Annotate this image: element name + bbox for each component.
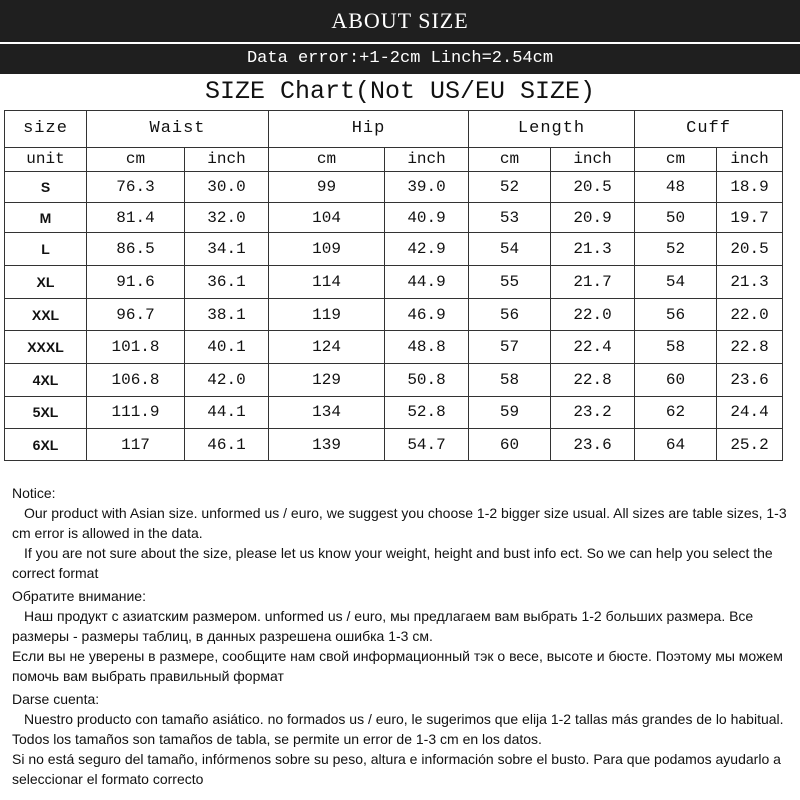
hip-inch-cell: 40.9 [385, 202, 469, 233]
hip-inch-cell: 54.7 [385, 429, 469, 461]
waist-cm-cell: 101.8 [87, 331, 185, 364]
cuff-inch-cell: 23.6 [717, 364, 783, 397]
waist-inch-cell: 42.0 [185, 364, 269, 397]
length-cm-cell: 57 [469, 331, 551, 364]
table-row [5, 202, 783, 233]
size-cell: M [5, 202, 87, 233]
length-cm-cell: 56 [469, 298, 551, 331]
hip-inch-cell: 46.9 [385, 298, 469, 331]
table-row [5, 298, 783, 331]
waist-cm-cell: 76.3 [87, 172, 185, 203]
cuff-inch-cell: 25.2 [717, 429, 783, 461]
length-cm-cell: 54 [469, 233, 551, 266]
waist-cm-cell: 91.6 [87, 266, 185, 299]
size-cell: XXXL [5, 331, 87, 364]
cuff-cm-cell: 50 [635, 202, 717, 233]
hip-cm-cell: 104 [269, 202, 385, 233]
unit-label: unit [5, 147, 87, 171]
notice-heading-en: Notice: [12, 485, 56, 501]
hip-cm-cell: 134 [269, 396, 385, 429]
waist-cm-cell: 86.5 [87, 233, 185, 266]
size-table [4, 110, 783, 461]
length-inch-cell: 22.8 [551, 364, 635, 397]
cuff-cm-cell: 60 [635, 364, 717, 397]
length-cm-cell: 53 [469, 202, 551, 233]
unit-inch: inch [551, 147, 635, 171]
column-header-cuff: Cuff [635, 111, 783, 148]
notice-text-en-2: If you are not sure about the size, please let us know your weight, height and bust info ect. So we can help you select the correct format [12, 545, 773, 581]
size-cell: L [5, 233, 87, 266]
waist-cm-cell: 117 [87, 429, 185, 461]
hip-cm-cell: 109 [269, 233, 385, 266]
hip-inch-cell: 39.0 [385, 172, 469, 203]
size-cell: 6XL [5, 429, 87, 461]
column-header-hip: Hip [269, 111, 469, 148]
cuff-cm-cell: 54 [635, 266, 717, 299]
cuff-inch-cell: 21.3 [717, 266, 783, 299]
length-cm-cell: 52 [469, 172, 551, 203]
notice-text-es-2: Si no está seguro del tamaño, infórmenos sobre su peso, altura e información sobre el busto. Para que podamos ayudarlo a seleccionar el formato correcto [12, 751, 781, 787]
column-header-waist: Waist [87, 111, 269, 148]
unit-inch: inch [185, 147, 269, 171]
hip-inch-cell: 42.9 [385, 233, 469, 266]
size-cell: XXL [5, 298, 87, 331]
waist-cm-cell: 81.4 [87, 202, 185, 233]
waist-inch-cell: 38.1 [185, 298, 269, 331]
cuff-inch-cell: 24.4 [717, 396, 783, 429]
length-inch-cell: 23.6 [551, 429, 635, 461]
table-unit-row [5, 147, 783, 171]
hip-cm-cell: 129 [269, 364, 385, 397]
size-cell: 4XL [5, 364, 87, 397]
waist-inch-cell: 34.1 [185, 233, 269, 266]
unit-inch: inch [385, 147, 469, 171]
waist-cm-cell: 96.7 [87, 298, 185, 331]
unit-cm: cm [87, 147, 185, 171]
unit-cm: cm [269, 147, 385, 171]
waist-inch-cell: 40.1 [185, 331, 269, 364]
waist-inch-cell: 44.1 [185, 396, 269, 429]
hip-cm-cell: 99 [269, 172, 385, 203]
length-inch-cell: 20.9 [551, 202, 635, 233]
table-row [5, 364, 783, 397]
cuff-cm-cell: 56 [635, 298, 717, 331]
table-row [5, 266, 783, 299]
cuff-inch-cell: 22.8 [717, 331, 783, 364]
table-row [5, 172, 783, 203]
table-row [5, 429, 783, 461]
notice-text-ru-2: Если вы не уверены в размере, сообщите нам свой информационный тэк о весе, высоте и бюсте. Поэтому мы можем помочь вам выбрать правильный формат [12, 648, 783, 684]
notice-text-es-1: Nuestro producto con tamaño asiático. no formados us / euro, le sugerimos que elija 1-2 tallas más grandes de lo habitual. Todos los tamaños son tamaños de tabla, se permite un error de 1-3 cm en los datos. [12, 711, 784, 747]
table-header-row [5, 111, 783, 148]
length-cm-cell: 59 [469, 396, 551, 429]
cuff-inch-cell: 20.5 [717, 233, 783, 266]
length-cm-cell: 58 [469, 364, 551, 397]
hip-inch-cell: 50.8 [385, 364, 469, 397]
unit-cm: cm [469, 147, 551, 171]
page-title: ABOUT SIZE [0, 0, 800, 42]
notice-heading-es: Darse cuenta: [12, 691, 100, 707]
cuff-inch-cell: 22.0 [717, 298, 783, 331]
waist-inch-cell: 32.0 [185, 202, 269, 233]
hip-inch-cell: 44.9 [385, 266, 469, 299]
hip-cm-cell: 139 [269, 429, 385, 461]
length-inch-cell: 20.5 [551, 172, 635, 203]
cuff-cm-cell: 52 [635, 233, 717, 266]
hip-inch-cell: 52.8 [385, 396, 469, 429]
waist-cm-cell: 111.9 [87, 396, 185, 429]
hip-cm-cell: 124 [269, 331, 385, 364]
hip-cm-cell: 114 [269, 266, 385, 299]
notice-section [12, 483, 792, 789]
cuff-cm-cell: 58 [635, 331, 717, 364]
table-row [5, 396, 783, 429]
cuff-inch-cell: 18.9 [717, 172, 783, 203]
length-inch-cell: 22.4 [551, 331, 635, 364]
table-row [5, 233, 783, 266]
size-cell: 5XL [5, 396, 87, 429]
hip-inch-cell: 48.8 [385, 331, 469, 364]
length-inch-cell: 22.0 [551, 298, 635, 331]
size-chart-title: SIZE Chart(Not US/EU SIZE) [204, 77, 596, 106]
length-inch-cell: 23.2 [551, 396, 635, 429]
column-header-length: Length [469, 111, 635, 148]
waist-inch-cell: 46.1 [185, 429, 269, 461]
table-row [5, 331, 783, 364]
column-header-size: size [5, 111, 87, 148]
unit-cm: cm [635, 147, 717, 171]
unit-inch: inch [717, 147, 783, 171]
notice-text-en-1: Our product with Asian size. unformed us / euro, we suggest you choose 1-2 bigger size usual. All sizes are table sizes, 1-3 cm error is allowed in the data. [12, 505, 787, 541]
data-error-banner: Data error:+1-2cm Linch=2.54cm [0, 42, 800, 74]
waist-inch-cell: 30.0 [185, 172, 269, 203]
cuff-cm-cell: 62 [635, 396, 717, 429]
waist-cm-cell: 106.8 [87, 364, 185, 397]
hip-cm-cell: 119 [269, 298, 385, 331]
cuff-inch-cell: 19.7 [717, 202, 783, 233]
cuff-cm-cell: 48 [635, 172, 717, 203]
waist-inch-cell: 36.1 [185, 266, 269, 299]
length-cm-cell: 60 [469, 429, 551, 461]
length-inch-cell: 21.7 [551, 266, 635, 299]
size-cell: S [5, 172, 87, 203]
length-cm-cell: 55 [469, 266, 551, 299]
length-inch-cell: 21.3 [551, 233, 635, 266]
cuff-cm-cell: 64 [635, 429, 717, 461]
notice-text-ru-1: Наш продукт с азиатским размером. unformed us / euro, мы предлагаем вам выбрать 1-2 больших размера. Все размеры - размеры таблиц, в данных разрешена ошибка 1-3 см. [12, 608, 754, 644]
notice-heading-ru: Обратите внимание: [12, 588, 146, 604]
size-cell: XL [5, 266, 87, 299]
